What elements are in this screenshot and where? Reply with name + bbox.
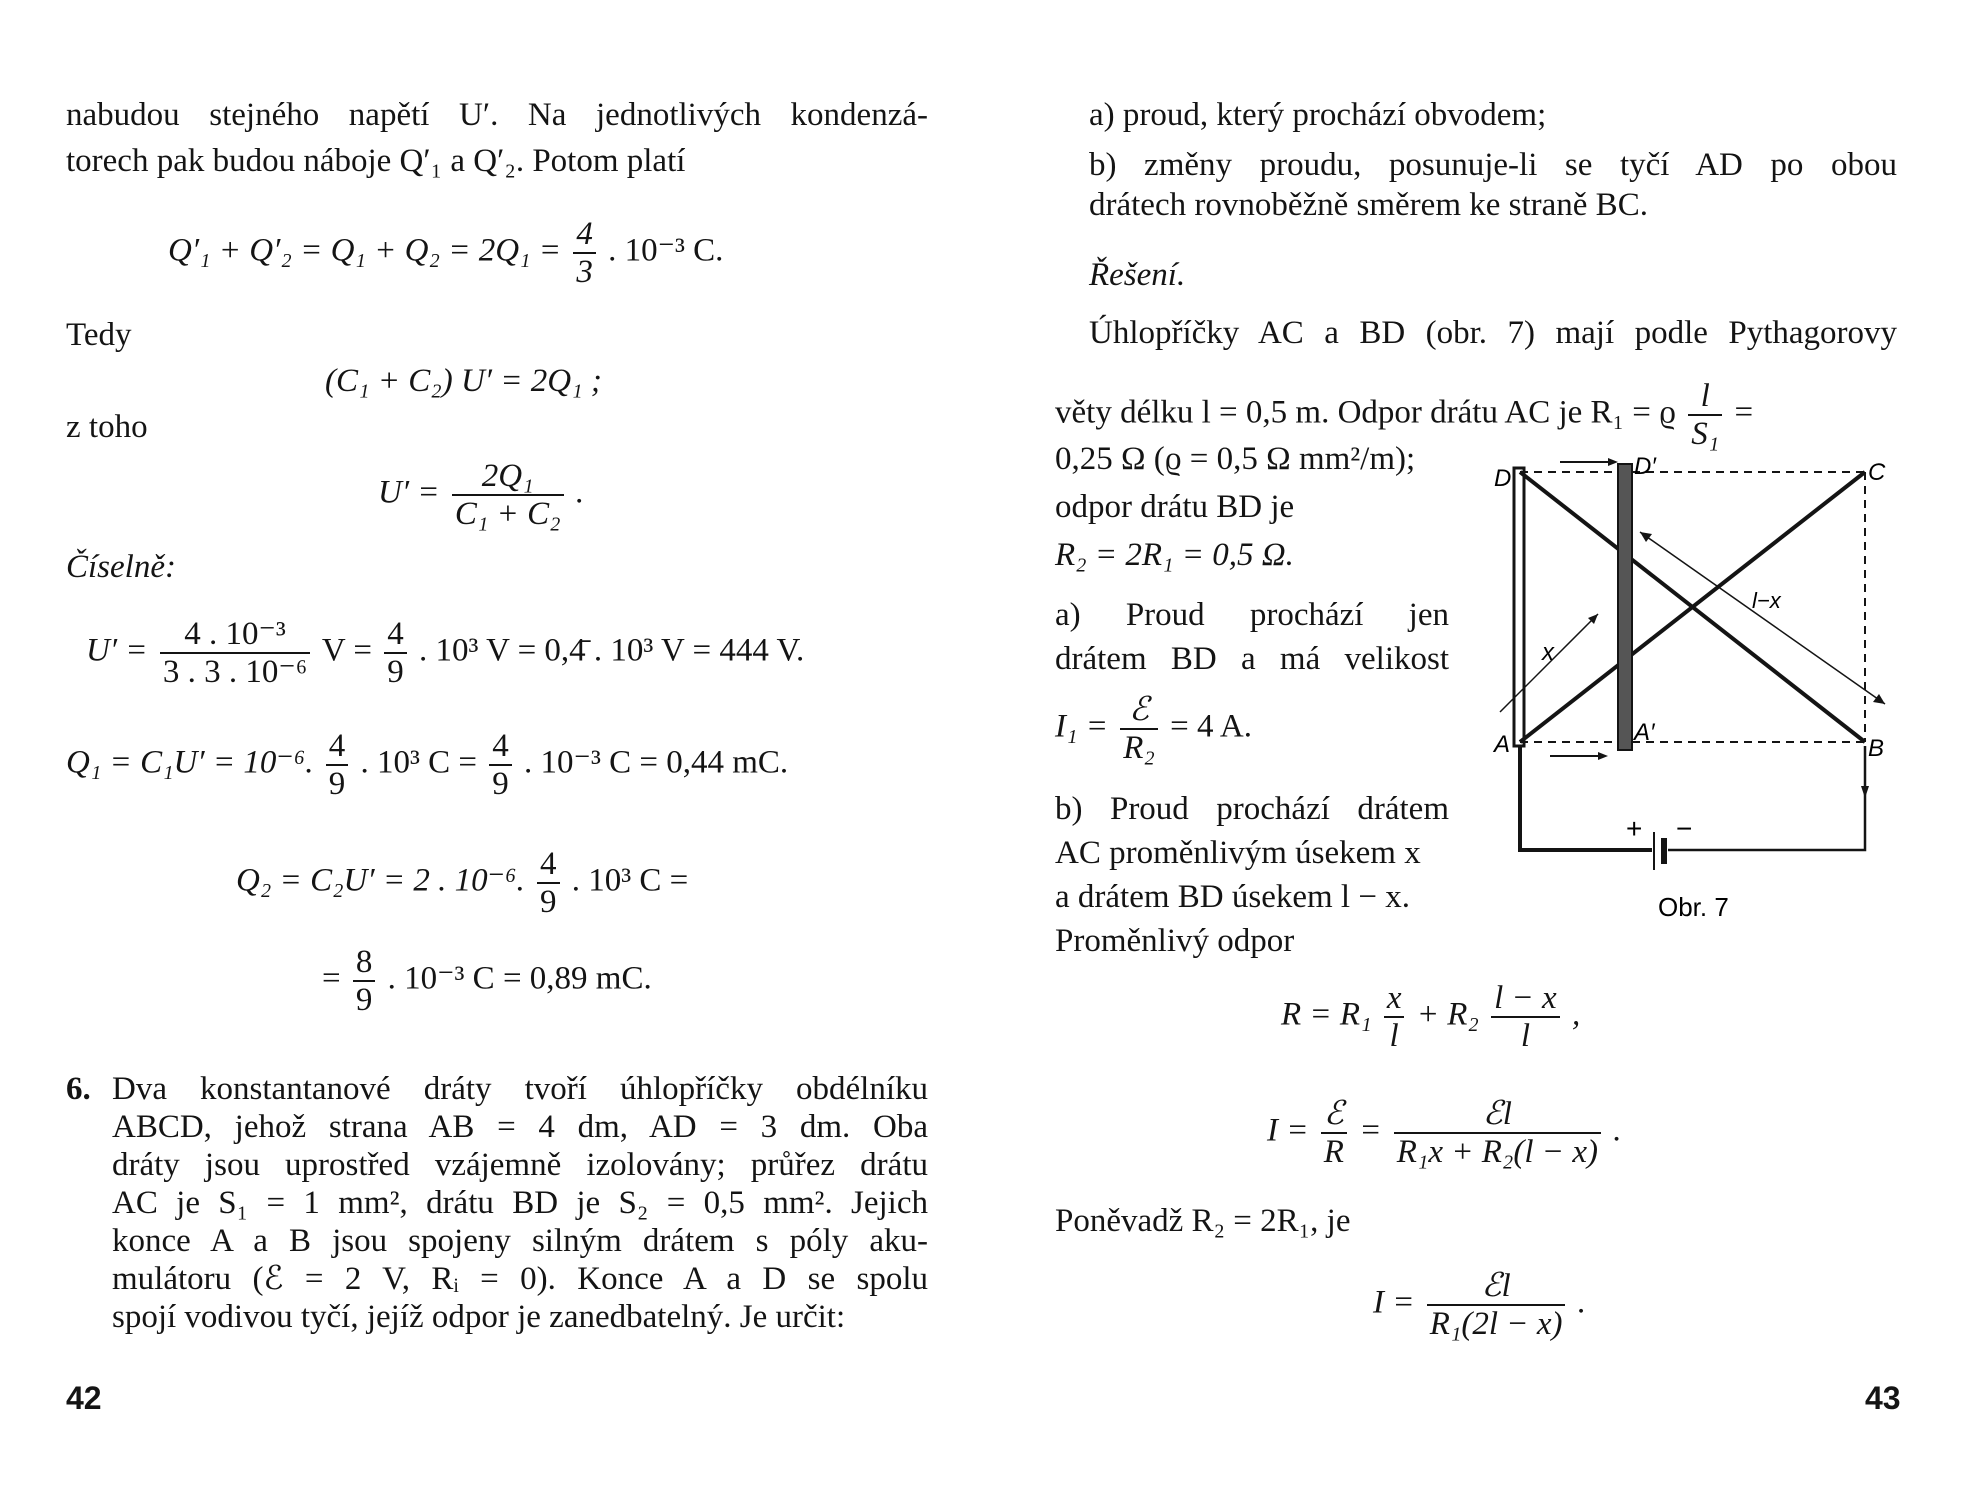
problem-line: mulátoru (ℰ = 2 V, Rᵢ = 0). Konce A a D se spolu [112,1261,928,1297]
ciselne-heading: Číselně: [66,549,176,585]
moving-rod [1618,464,1632,750]
part-a-line-2: drátem BD a má velikost [1055,641,1449,677]
label-plus: + [1626,813,1643,844]
solution-line-1: Úhlopříčky AC a BD (obr. 7) mají podle Pythagorovy [1089,315,1897,351]
label-a: A [1494,731,1511,758]
eqi-fraction-1: $\frac{\text{ℰ}}{R}$ [1321,1096,1347,1170]
dimension-l-minus-x-head-b [1873,694,1885,704]
equation-q1: Q₁ = C₁U′ = 10⁻⁶. $\frac{4}{9}$ . 10³ C = $\frac{4}{9}$ . 10⁻³ C = 0,44 mC. [66,728,789,802]
equation-i-final: I = $\frac{\text{ℰl}}{\text{R₁(2l − x)}}$ . [1373,1268,1586,1342]
eq1-lhs: Q′₁ + Q′₂ = Q₁ + Q₂ = 2Q₁ = [168,232,562,269]
part-b-line-1: b) Proud prochází drátem [1055,791,1449,827]
equation-voltage-numeric: U′ = $\frac{\text{4 . 10⁻³}}{\text{3 . 3 . 10⁻⁶}}$ V = $\frac{4}{9}$ . 10³ V = 0,4̄ . 10³ V = 444 V. [86,616,805,690]
reseni-heading: Řešení. [1089,257,1186,293]
part-b-line-3: a drátem BD úsekem l − x. [1055,879,1410,915]
label-c: C [1868,459,1886,486]
z-toho-label: z toho [66,409,148,445]
problem-line: ABCD, jehož strana AB = 4 dm, AD = 3 dm. Oba [112,1109,928,1145]
problem-line: AC je S₁ = 1 mm², drátu BD je S₂ = 0,5 mm². Jejich [112,1185,928,1221]
task-b-line-1: b) změny proudu, posunuje-li se tyčí AD po obou [1089,147,1897,183]
problem-line: spojí vodivou tyčí, jejíž odpor je zanedbatelný. Je určit: [112,1299,846,1335]
page-number-left: 42 [66,1380,102,1416]
label-l-minus-x: l−x [1752,588,1781,613]
eq1-fraction: $\frac{4}{3}$ [573,216,596,290]
resistance-fraction: $\frac{l}{\text{S₁}}$ [1688,378,1722,452]
task-a: a) proud, který prochází obvodem; [1089,97,1547,133]
i1-fraction: $\frac{\text{ℰ}}{\text{R₂}}$ [1120,692,1158,766]
equation-r: R = R₁ $\frac{x}{l}$ + R₂ $\frac{l - x}{l}$ , [1281,980,1581,1054]
label-minus: − [1676,813,1693,844]
eq5-fraction-2: $\frac{4}{9}$ [489,728,512,802]
rod-ad [1514,468,1524,746]
eq1-rhs: . 10⁻³ C. [608,232,724,269]
eqi-fraction-2: $\frac{\text{ℰl}}{\text{R₁x + R₂(l − x)}}$ [1394,1096,1601,1170]
eq4-fraction-1: $\frac{\text{4 . 10⁻³}}{\text{3 . 3 . 10⁻⁶}}$ [160,616,310,690]
eqr-fraction-1: $\frac{x}{l}$ [1384,980,1405,1054]
equation-q2: Q₂ = C₂U′ = 2 . 10⁻⁶. $\frac{4}{9}$ . 10³ C = [236,846,689,920]
ponevadz-line: Poněvadž R₂ = 2R₁, je [1055,1203,1351,1239]
current-arrow [1861,786,1869,798]
eq5-fraction-1: $\frac{4}{9}$ [326,728,349,802]
col-line-3: R₂ = 2R₁ = 0,5 Ω. [1055,537,1294,573]
col-line-2: odpor drátu BD je [1055,489,1295,525]
part-b-line-2: AC proměnlivým úsekem x [1055,835,1421,871]
solution-line-2: věty délku l = 0,5 m. Odpor drátu AC je R₁ = ϱ $\frac{l}{\text{S₁}}$ = [1055,378,1754,452]
equation-i: I = $\frac{\text{ℰ}}{R}$ = $\frac{\text{ℰl}}{\text{R₁x + R₂(l − x)}}$ . [1267,1096,1622,1170]
dimension-l-minus-x-head-a [1640,532,1652,542]
equation-i1: I₁ = $\frac{\text{ℰ}}{\text{R₂}}$ = 4 A. [1055,692,1252,766]
eq6-fraction: $\frac{4}{9}$ [537,846,560,920]
eq7-fraction: $\frac{8}{9}$ [353,944,376,1018]
problem-number: 6. [66,1071,91,1107]
equation-charges-sum [168,216,723,290]
right-page [985,0,1970,1500]
intro-line-1: nabudou stejného napětí U′. Na jednotlivých kondenzá- [66,97,928,133]
task-b-line-2: drátech rovnoběžně směrem ke straně BC. [1089,187,1648,223]
label-b: B [1868,735,1885,762]
arrow-bottom-head [1598,752,1608,760]
equation-voltage: U′ = $\frac{\text{2Q₁}}{\text{C₁ + C₂}}$ . [378,458,585,532]
problem-line: Dva konstantanové dráty tvoří úhlopříčky obdélníku [112,1071,928,1107]
label-a-prime: A′ [1634,719,1655,746]
tedy-label: Tedy [66,317,132,353]
label-d-prime: D′ [1634,453,1656,480]
eqf-fraction: $\frac{\text{ℰl}}{\text{R₁(2l − x)}}$ [1427,1268,1566,1342]
label-x: x [1542,639,1554,666]
equation-q2-result: = $\frac{8}{9}$ . 10⁻³ C = 0,89 mC. [322,944,652,1018]
eqr-fraction-2: $\frac{l - x}{l}$ [1491,980,1560,1054]
page-number-right: 43 [1865,1380,1901,1416]
eq4-fraction-2: $\frac{4}{9}$ [384,616,407,690]
arrow-top-head [1608,458,1618,466]
intro-line-2: torech pak budou náboje Q′₁ a Q′₂. Potom platí [66,143,686,179]
problem-line: konce A a B jsou spojeny silným drátem s póly aku- [112,1223,928,1259]
label-d: D [1494,465,1512,492]
problem-line: dráty jsou uprostřed vzájemně izolovány; průřez drátu [112,1147,928,1183]
part-a-line-1: a) Proud prochází jen [1055,597,1449,633]
circuit-figure [1490,450,1910,930]
part-b-line-4: Proměnlivý odpor [1055,923,1295,959]
equation-capacitance: (C₁ + C₂) U′ = 2Q₁ ; [325,363,602,399]
col-line-1: 0,25 Ω (ϱ = 0,5 Ω mm²/m); [1055,441,1416,477]
figure-caption: Obr. 7 [1658,892,1729,922]
circuit-wire-right [1668,746,1865,850]
eq3-fraction: $\frac{\text{2Q₁}}{\text{C₁ + C₂}}$ [452,458,564,532]
